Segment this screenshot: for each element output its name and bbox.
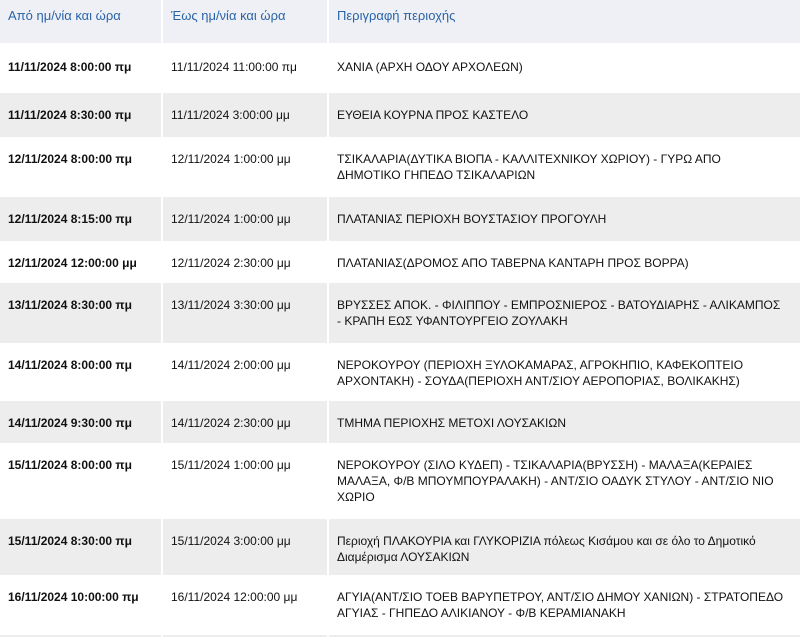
cell-from: 13/11/2024 8:30:00 πμ <box>0 284 162 344</box>
table-row <box>0 520 800 576</box>
table-row <box>0 402 800 444</box>
cell-area: ΧΑΝΙΑ (ΑΡΧΗ ΟΔΟΥ ΑΡΧΟΛΕΩΝ) <box>328 46 800 94</box>
cell-from: 12/11/2024 12:00:00 μμ <box>0 242 162 284</box>
table-row <box>0 242 800 284</box>
cell-from: 12/11/2024 8:00:00 πμ <box>0 138 162 198</box>
cell-to: 15/11/2024 1:00:00 μμ <box>162 444 328 520</box>
table-row <box>0 576 800 636</box>
cell-area: ΠΛΑΤΑΝΙΑΣ(ΔΡΟΜΟΣ ΑΠΟ ΤΑΒΕΡΝΑ ΚΑΝΤΑΡΗ ΠΡΟΣ ΒΟΡΡΑ) <box>328 242 800 284</box>
header-row <box>0 0 800 43</box>
table-row <box>0 138 800 198</box>
cell-to: 14/11/2024 2:30:00 μμ <box>162 402 328 444</box>
cell-from: 11/11/2024 8:30:00 πμ <box>0 94 162 138</box>
table-body <box>0 43 800 636</box>
cell-area: ΠΛΑΤΑΝΙΑΣ ΠΕΡΙΟΧΗ ΒΟΥΣΤΑΣΙΟΥ ΠΡΟΓΟΥΛΗ <box>328 198 800 242</box>
cell-from: 12/11/2024 8:15:00 πμ <box>0 198 162 242</box>
table-row <box>0 198 800 242</box>
header-to-datetime: Έως ημ/νία και ώρα <box>162 0 328 43</box>
cell-area: ΝΕΡΟΚΟΥΡΟΥ (ΣΙΛΟ ΚΥΔΕΠ) - ΤΣΙΚΑΛΑΡΙΑ(ΒΡΥΣΣΗ) - ΜΑΛΑΞΑ(ΚΕΡΑΙΕΣ ΜΑΛΑΞΑ, Φ/Β ΜΠΟΥΜΠΟΥΡΑΛΑΚΗ) - ΑΝΤ/ΣΙΟ ΟΑΔΥΚ ΣΤΥΛΟΥ - ΑΝΤ/ΣΙΟ ΝΙΟ ΧΩΡΙΟ <box>328 444 800 520</box>
header-from-datetime: Από ημ/νία και ώρα <box>0 0 162 43</box>
cell-area: Περιοχή ΠΛΑΚΟΥΡΙΑ και ΓΛΥΚΟΡΙΖΙΑ πόλεως Κισάμου και σε όλο το Δημοτικό Διαμέρισμα ΛΟΥΣΑΚΙΩΝ <box>328 520 800 576</box>
cell-from: 11/11/2024 8:00:00 πμ <box>0 46 162 94</box>
cell-from: 16/11/2024 10:00:00 πμ <box>0 576 162 636</box>
table-row <box>0 46 800 94</box>
table-header <box>0 0 800 43</box>
table-row <box>0 94 800 138</box>
cell-from: 14/11/2024 9:30:00 πμ <box>0 402 162 444</box>
cell-area: ΤΣΙΚΑΛΑΡΙΑ(ΔΥΤΙΚΑ ΒΙΟΠΑ - ΚΑΛΛΙΤΕΧΝΙΚΟΥ ΧΩΡΙΟΥ) - ΓΥΡΩ ΑΠΟ ΔΗΜΟΤΙΚΟ ΓΗΠΕΔΟ ΤΣΙΚΑΛΑΡΙΩΝ <box>328 138 800 198</box>
cell-to: 16/11/2024 12:00:00 μμ <box>162 576 328 636</box>
table-row <box>0 444 800 520</box>
cell-from: 14/11/2024 8:00:00 πμ <box>0 344 162 402</box>
cell-to: 11/11/2024 3:00:00 μμ <box>162 94 328 138</box>
table-row <box>0 344 800 402</box>
cell-to: 15/11/2024 3:00:00 μμ <box>162 520 328 576</box>
cell-area: ΝΕΡΟΚΟΥΡΟΥ (ΠΕΡΙΟΧΗ ΞΥΛΟΚΑΜΑΡΑΣ, ΑΓΡΟΚΗΠΙΟ, ΚΑΦΕΚΟΠΤΕΙΟ ΑΡΧΟΝΤΑΚΗ) - ΣΟΥΔΑ(ΠΕΡΙΟΧΗ ΑΝΤ/ΣΙΟΥ ΑΕΡΟΠΟΡΙΑΣ, ΒΟΛΙΚΑΚΗΣ) <box>328 344 800 402</box>
cell-area: ΕΥΘΕΙΑ ΚΟΥΡΝΑ ΠΡΟΣ ΚΑΣΤΕΛΟ <box>328 94 800 138</box>
cell-to: 12/11/2024 2:30:00 μμ <box>162 242 328 284</box>
cell-to: 13/11/2024 3:30:00 μμ <box>162 284 328 344</box>
cell-to: 12/11/2024 1:00:00 μμ <box>162 198 328 242</box>
cell-to: 12/11/2024 1:00:00 μμ <box>162 138 328 198</box>
cell-to: 11/11/2024 11:00:00 πμ <box>162 46 328 94</box>
cell-from: 15/11/2024 8:30:00 πμ <box>0 520 162 576</box>
table-row <box>0 284 800 344</box>
cell-area: ΤΜΗΜΑ ΠΕΡΙΟΧΗΣ ΜΕΤΟΧΙ ΛΟΥΣΑΚΙΩΝ <box>328 402 800 444</box>
cell-area: ΑΓΥΙΑ(ΑΝΤ/ΣΙΟ ΤΟΕΒ ΒΑΡΥΠΕΤΡΟΥ, ΑΝΤ/ΣΙΟ ΔΗΜΟΥ ΧΑΝΙΩΝ) - ΣΤΡΑΤΟΠΕΔΟ ΑΓΥΙΑΣ - ΓΗΠΕΔΟ ΑΛΙΚΙΑΝΟΥ - Φ/Β ΚΕΡΑΜΙΑΝΑΚΗ <box>328 576 800 636</box>
cell-area: ΒΡΥΣΣΕΣ ΑΠΟΚ. - ΦΙΛΙΠΠΟΥ - ΕΜΠΡΟΣΝΙΕΡΟΣ - ΒΑΤΟΥΔΙΑΡΗΣ - ΑΛΙΚΑΜΠΟΣ - ΚΡΑΠΗ ΕΩΣ ΥΦΑΝΤΟΥΡΓΕΙΟ ΖΟΥΛΑΚΗ <box>328 284 800 344</box>
header-area-description: Περιγραφή περιοχής <box>328 0 800 43</box>
cell-to: 14/11/2024 2:00:00 μμ <box>162 344 328 402</box>
cell-from: 15/11/2024 8:00:00 πμ <box>0 444 162 520</box>
